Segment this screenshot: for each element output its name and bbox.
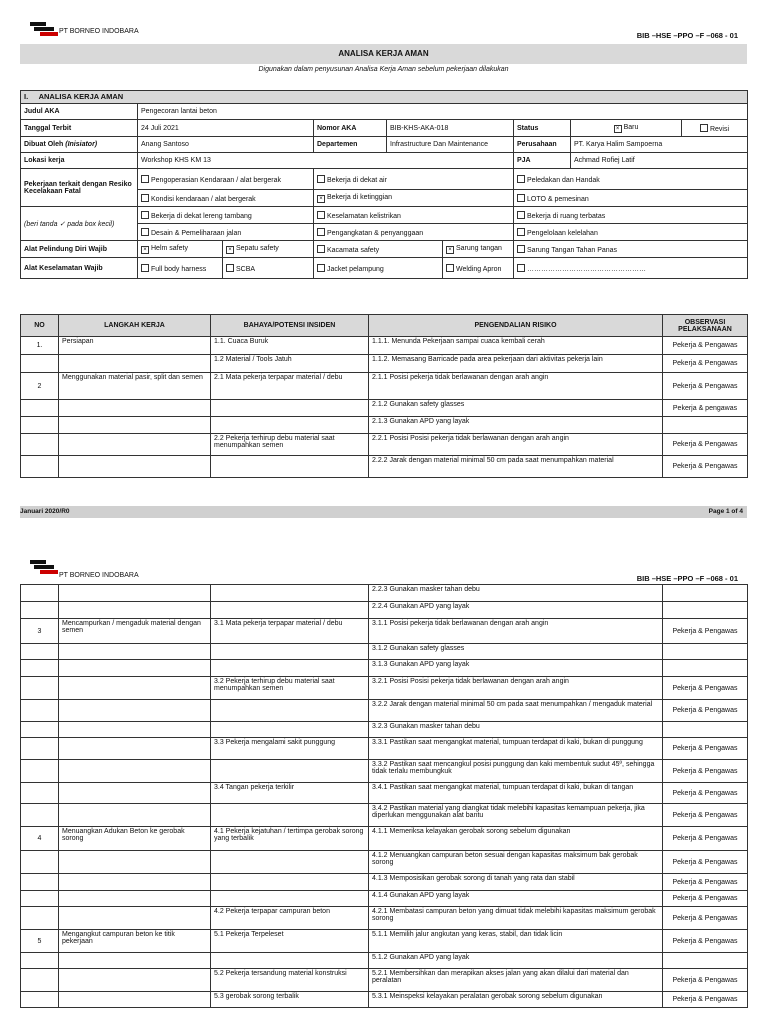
row-pengendalian: 3.3.2 Pastikan saat mencangkul posisi punggung dan kaki membentuk sudut 45º, sehingga tidak terlalu membungkuk [369, 760, 663, 783]
fatal-item[interactable] [514, 224, 748, 241]
row-no [21, 400, 59, 417]
row-langkah [59, 738, 211, 760]
nomor-value: BIB-KHS-AKA-018 [387, 120, 514, 137]
row-observasi [663, 953, 748, 969]
apd-item-label: Helm safety [151, 244, 188, 252]
table-row [21, 677, 748, 700]
row-no [21, 760, 59, 783]
table-row [21, 760, 748, 783]
table-row [21, 644, 748, 660]
aks-item[interactable] [223, 258, 314, 279]
fatal-item[interactable] [514, 169, 748, 190]
row-langkah [59, 602, 211, 619]
apd-label: Alat Pelindung Diri Wajib [21, 241, 138, 258]
row-bahaya [211, 851, 369, 874]
row-observasi: Pekerja & Pengawas [663, 456, 748, 478]
tanggal-value: 24 Juli 2021 [138, 120, 314, 137]
row-pengendalian: 3.1.1 Posisi pekerja tidak berlawanan dengan arah angin [369, 619, 663, 644]
table-row [21, 827, 748, 851]
fatal-item[interactable] [138, 190, 314, 207]
table-row [21, 930, 748, 953]
row-bahaya [211, 585, 369, 602]
dibuat-text: Dibuat Oleh [24, 141, 64, 148]
row-observasi: Pekerja & Pengawas [663, 969, 748, 992]
lokasi-value: Workshop KHS KM 13 [138, 153, 514, 169]
row-bahaya: 3.1 Mata pekerja terpapar material / debu [211, 619, 369, 644]
row-bahaya: 4.2 Pekerja terpapar campuran beton [211, 907, 369, 930]
row-pengendalian: 5.1.2 Gunakan APD yang layak [369, 953, 663, 969]
risk-table-page-1 [20, 314, 748, 478]
row-pengendalian: 2.2.1 Posisi Posisi pekerja tidak berlawanan dengan arah angin [369, 434, 663, 456]
row-pengendalian: 3.2.1 Posisi Posisi pekerja tidak berlawanan dengan arah angin [369, 677, 663, 700]
judul-value: Pengecoran lantai beton [138, 104, 748, 120]
row-pengendalian: 3.1.3 Gunakan APD yang layak [369, 660, 663, 677]
fatal-item-label: Peledakan dan Handak [527, 176, 600, 184]
checkbox-icon [517, 264, 525, 272]
row-observasi [663, 644, 748, 660]
row-no [21, 874, 59, 891]
table-row [21, 969, 748, 992]
document-number: BIB –HSE –PPO –F –068 - 01 [636, 574, 738, 583]
row-bahaya [211, 700, 369, 722]
row-no [21, 891, 59, 907]
row-no [21, 355, 59, 373]
row-no [21, 953, 59, 969]
apd-item[interactable] [314, 241, 443, 258]
row-no [21, 738, 59, 760]
dibuat-value: Anang Santoso [138, 137, 314, 153]
row-no [21, 851, 59, 874]
page-2 [0, 548, 768, 1024]
row-no [21, 434, 59, 456]
checkbox-icon [700, 124, 708, 132]
row-no [21, 907, 59, 930]
fatal-item[interactable] [138, 169, 314, 190]
fatal-item[interactable] [314, 207, 514, 224]
lokasi-label: Lokasi kerja [21, 153, 138, 169]
company-logo-icon [30, 560, 58, 574]
aks-item[interactable] [314, 258, 443, 279]
checkbox-icon [141, 175, 149, 183]
perusahaan-value: PT. Karya Halim Sampoerna [571, 137, 748, 153]
aks-item-label: SCBA [236, 265, 256, 273]
departemen-value: Infrastructure Dan Maintenance [387, 137, 514, 153]
row-langkah: Mengangkut campuran beton ke titik pekerjaan [59, 930, 211, 953]
row-bahaya [211, 456, 369, 478]
row-bahaya [211, 953, 369, 969]
table-row [21, 783, 748, 804]
row-no [21, 700, 59, 722]
aks-item-label: …………………………………………… [527, 265, 646, 273]
row-langkah [59, 907, 211, 930]
row-no [21, 660, 59, 677]
row-bahaya: 2.2 Pekerja terhirup debu material saat menumpahkan semen [211, 434, 369, 456]
fatal-item[interactable] [314, 169, 514, 190]
fatal-item-label: Bekerja di dekat air [327, 176, 387, 184]
checkbox-icon [517, 245, 525, 253]
row-observasi: Pekerja & Pengawas [663, 891, 748, 907]
row-observasi [663, 585, 748, 602]
row-langkah [59, 760, 211, 783]
row-bahaya [211, 804, 369, 827]
row-langkah [59, 677, 211, 700]
apd-item-label: Sarung Tangan Tahan Panas [527, 246, 618, 254]
row-bahaya: 5.2 Pekerja tersandung material konstruksi [211, 969, 369, 992]
row-bahaya [211, 400, 369, 417]
checkbox-icon [517, 211, 525, 219]
row-pengendalian: 2.2.2 Jarak dengan material minimal 50 cm pada saat menumpahkan material [369, 456, 663, 478]
row-observasi: Pekerja & Pengawas [663, 337, 748, 355]
col-observasi: OBSERVASI PELAKSANAAN [663, 315, 748, 337]
row-observasi: Pekerja & Pengawas [663, 874, 748, 891]
checkbox-icon [141, 228, 149, 236]
table-row [21, 417, 748, 434]
row-pengendalian: 5.1.1 Memilih jalur angkutan yang keras, stabil, dan tidak licin [369, 930, 663, 953]
footer-page: Page 1 of 4 [708, 508, 743, 515]
row-bahaya: 3.2 Pekerja terhirup debu material saat menumpahkan semen [211, 677, 369, 700]
apd-item[interactable] [223, 241, 314, 258]
baru-label: Baru [623, 123, 639, 131]
checkbox-icon [446, 264, 454, 272]
row-pengendalian: 4.1.3 Memposisikan gerobak sorong di tanah yang rata dan stabil [369, 874, 663, 891]
row-no [21, 602, 59, 619]
checkbox-icon [141, 211, 149, 219]
row-observasi: Pekerja & Pengawas [663, 760, 748, 783]
company-name: PT BORNEO INDOBARA [59, 28, 139, 35]
table-row [21, 738, 748, 760]
row-bahaya: 1.1. Cuaca Buruk [211, 337, 369, 355]
table-row [21, 874, 748, 891]
table-row [21, 400, 748, 417]
fatal-item-label: Bekerja di ruang terbatas [527, 212, 606, 220]
table-row [21, 700, 748, 722]
col-langkah: LANGKAH KERJA [59, 315, 211, 337]
aks-item[interactable] [514, 258, 748, 279]
row-pengendalian: 2.1.2 Gunakan safety glasses [369, 400, 663, 417]
row-bahaya [211, 660, 369, 677]
aks-item-label: Welding Apron [456, 265, 502, 273]
row-langkah [59, 992, 211, 1008]
row-no [21, 722, 59, 738]
fatal-item-label: LOTO & pemesinan [527, 195, 589, 203]
apd-item-label: Kacamata safety [327, 246, 380, 254]
table-row [21, 953, 748, 969]
table-row [21, 602, 748, 619]
row-no: 5 [21, 930, 59, 953]
apd-item[interactable] [138, 241, 223, 258]
status-revisi[interactable] [682, 120, 748, 137]
row-langkah: Mencampurkan / mengaduk material dengan semen [59, 619, 211, 644]
table-row [21, 722, 748, 738]
row-pengendalian: 2.2.4 Gunakan APD yang layak [369, 602, 663, 619]
row-langkah [59, 400, 211, 417]
judul-label: Judul AKA [21, 104, 138, 120]
row-observasi: Pekerja & Pengawas [663, 992, 748, 1008]
row-no [21, 585, 59, 602]
table-row [21, 585, 748, 602]
row-langkah: Menggunakan material pasir, split dan semen [59, 373, 211, 400]
company-name: PT BORNEO INDOBARA [59, 572, 139, 579]
row-pengendalian: 1.1.1. Menunda Pekerjaan sampai cuaca kembali cerah [369, 337, 663, 355]
aks-item-label: Full body harness [151, 265, 207, 273]
row-pengendalian: 4.1.1 Memeriksa kelayakan gerobak sorong sebelum digunakan [369, 827, 663, 851]
row-bahaya [211, 874, 369, 891]
row-langkah [59, 417, 211, 434]
row-no [21, 677, 59, 700]
row-pengendalian: 2.1.3 Gunakan APD yang layak [369, 417, 663, 434]
row-observasi: Pekerja & Pengawas [663, 783, 748, 804]
aks-item[interactable] [443, 258, 514, 279]
row-pengendalian: 5.3.1 Meinspeksi kelayakan peralatan gerobak sorong sebelum digunakan [369, 992, 663, 1008]
table-row [21, 434, 748, 456]
row-bahaya [211, 644, 369, 660]
table-row [21, 619, 748, 644]
row-no: 4 [21, 827, 59, 851]
row-no [21, 456, 59, 478]
checkbox-icon [317, 175, 325, 183]
risk-table-page-2 [20, 584, 748, 1008]
checked-box-icon: × [317, 195, 325, 203]
row-no: 2 [21, 373, 59, 400]
row-pengendalian: 2.1.1 Posisi pekerja tidak berlawanan dengan arah angin [369, 373, 663, 400]
checkbox-icon [317, 245, 325, 253]
fatal-item[interactable] [138, 224, 314, 241]
row-langkah [59, 969, 211, 992]
row-observasi: Pekerja & Pengawas [663, 930, 748, 953]
row-pengendalian: 1.1.2. Memasang Barricade pada area pekerjaan dari aktivitas pekerja lain [369, 355, 663, 373]
row-langkah [59, 355, 211, 373]
row-bahaya: 4.1 Pekerja kejatuhan / tertimpa gerobak sorong yang terbalik [211, 827, 369, 851]
row-observasi [663, 660, 748, 677]
row-no [21, 969, 59, 992]
row-pengendalian: 4.1.4 Gunakan APD yang layak [369, 891, 663, 907]
row-observasi: Pekerja & Pengawas [663, 700, 748, 722]
row-pengendalian: 2.2.3 Gunakan masker tahan debu [369, 585, 663, 602]
fatal-item[interactable] [514, 190, 748, 207]
row-no [21, 644, 59, 660]
fatal-note: (beri tanda ✓ pada box kecil) [21, 207, 138, 241]
row-observasi: Pekerja & Pengawas [663, 827, 748, 851]
row-bahaya [211, 417, 369, 434]
fatal-item[interactable] [314, 190, 514, 207]
document-number: BIB –HSE –PPO –F –068 - 01 [636, 31, 738, 40]
row-pengendalian: 3.4.2 Pastikan material yang diangkat tidak melebihi kapasitas kemampuan pekerja, jika diperlukan menggunakan alat bantu [369, 804, 663, 827]
row-langkah [59, 804, 211, 827]
row-observasi: Pekerja & Pengawas [663, 373, 748, 400]
row-no [21, 804, 59, 827]
checkbox-icon [226, 264, 234, 272]
row-langkah [59, 783, 211, 804]
fatal-item[interactable] [514, 207, 748, 224]
row-observasi: Pekerja & Pengawas [663, 677, 748, 700]
table-row [21, 907, 748, 930]
fatal-item-label: Kondisi kendaraan / alat bergerak [151, 195, 256, 203]
row-observasi: Pekerja & Pengawas [663, 434, 748, 456]
row-langkah: Menuangkan Adukan Beton ke gerobak sorong [59, 827, 211, 851]
info-table [20, 90, 748, 279]
table-row [21, 992, 748, 1008]
checkbox-icon [317, 264, 325, 272]
row-no: 3 [21, 619, 59, 644]
revisi-label: Revisi [709, 125, 730, 133]
departemen-label: Departemen [314, 137, 387, 153]
row-observasi [663, 602, 748, 619]
row-observasi: Pekerja & pengawas [663, 400, 748, 417]
table-row [21, 337, 748, 355]
fatal-item-label: Pengoperasian Kendaraan / alat bergerak [151, 176, 281, 184]
aks-label: Alat Keselamatan Wajib [21, 258, 138, 279]
row-bahaya [211, 760, 369, 783]
row-pengendalian: 3.3.1 Pastikan saat mengangkat material, tumpuan terdapat di kaki, bukan di punggung [369, 738, 663, 760]
pja-value: Achmad Rofiej Latif [571, 153, 748, 169]
dibuat-label [21, 137, 138, 153]
col-bahaya: BAHAYA/POTENSI INSIDEN [211, 315, 369, 337]
row-langkah [59, 585, 211, 602]
perusahaan-label: Perusahaan [514, 137, 571, 153]
fatal-item-label: Bekerja di ketinggian [327, 193, 392, 201]
col-no: NO [21, 315, 59, 337]
row-langkah [59, 953, 211, 969]
row-langkah [59, 874, 211, 891]
section-label: ANALISA KERJA AMAN [38, 92, 124, 101]
status-label: Status [514, 120, 571, 137]
row-bahaya: 5.3 gerobak sorong terbalik [211, 992, 369, 1008]
row-pengendalian: 3.2.3 Gunakan masker tahan debu [369, 722, 663, 738]
col-pengendalian: PENGENDALIAN RISIKO [369, 315, 663, 337]
checked-box-icon: × [141, 246, 149, 254]
row-observasi: Pekerja & Pengawas [663, 907, 748, 930]
fatal-label: Pekerjaan terkait dengan Resiko Kecelakaan Fatal [21, 169, 138, 207]
apd-item-label: Sarung tangan [456, 244, 502, 252]
table-row [21, 373, 748, 400]
checkbox-icon [141, 194, 149, 202]
checkbox-icon [517, 194, 525, 202]
table-row [21, 456, 748, 478]
row-langkah [59, 700, 211, 722]
row-langkah [59, 891, 211, 907]
row-pengendalian: 3.1.2 Gunakan safety glasses [369, 644, 663, 660]
row-observasi [663, 722, 748, 738]
aks-item[interactable] [138, 258, 223, 279]
table-row [21, 660, 748, 677]
row-no [21, 992, 59, 1008]
apd-item[interactable] [443, 241, 514, 258]
row-no: 1. [21, 337, 59, 355]
row-langkah [59, 434, 211, 456]
row-pengendalian: 3.4.1 Pastikan saat mengangkat material, tumpuan terdapat di kaki, bukan di tangan [369, 783, 663, 804]
checked-box-icon: × [226, 246, 234, 254]
row-langkah [59, 456, 211, 478]
fatal-item-label: Pengangkatan & penyanggaan [327, 229, 424, 237]
row-observasi: Pekerja & Pengawas [663, 738, 748, 760]
row-bahaya: 2.1 Mata pekerja terpapar material / debu [211, 373, 369, 400]
row-observasi: Pekerja & Pengawas [663, 619, 748, 644]
row-bahaya: 3.3 Pekerja mengalami sakit punggung [211, 738, 369, 760]
checked-box-icon: × [446, 246, 454, 254]
row-pengendalian: 4.2.1 Membatasi campuran beton yang dimuat tidak melebihi kapasitas maksimum gerobak sorong [369, 907, 663, 930]
row-bahaya [211, 891, 369, 907]
row-pengendalian: 3.2.2 Jarak dengan material minimal 50 cm pada saat menumpahkan / mengaduk material [369, 700, 663, 722]
fatal-item-label: Pengelolaan kelelahan [527, 229, 598, 237]
row-bahaya: 3.4 Tangan pekerja terkilir [211, 783, 369, 804]
tanggal-label: Tanggal Terbit [21, 120, 138, 137]
row-langkah: Persiapan [59, 337, 211, 355]
row-no [21, 417, 59, 434]
table-row [21, 355, 748, 373]
apd-item-label: Sepatu safety [236, 244, 279, 252]
table-row [21, 851, 748, 874]
row-observasi: Pekerja & Pengawas [663, 804, 748, 827]
fatal-item-label: Bekerja di dekat lereng tambang [151, 212, 252, 220]
row-no [21, 783, 59, 804]
nomor-label: Nomor AKA [314, 120, 387, 137]
status-baru[interactable] [571, 120, 682, 137]
section-number: I. [24, 92, 29, 101]
checkbox-icon [141, 264, 149, 272]
form-subtitle: Digunakan dalam penyusunan Analisa Kerja Aman sebelum pekerjaan dilakukan [258, 66, 509, 73]
checked-box-icon: × [614, 125, 622, 133]
company-logo-icon [30, 22, 58, 36]
table-row [21, 891, 748, 907]
fatal-item[interactable] [138, 207, 314, 224]
inisiator-text: (Inisiator) [65, 141, 98, 148]
form-title: ANALISA KERJA AMAN [20, 44, 747, 64]
checkbox-icon [317, 228, 325, 236]
checkbox-icon [317, 211, 325, 219]
aks-item-label: Jacket pelampung [327, 265, 384, 273]
fatal-item-label: Desain & Pemeliharaan jalan [151, 229, 242, 237]
row-bahaya: 1.2 Material / Tools Jatuh [211, 355, 369, 373]
section-header [21, 91, 748, 104]
pja-label: PJA [514, 153, 571, 169]
row-observasi [663, 417, 748, 434]
row-langkah [59, 644, 211, 660]
row-bahaya [211, 602, 369, 619]
row-bahaya: 5.1 Pekerja Terpeleset [211, 930, 369, 953]
row-pengendalian: 4.1.2 Menuangkan campuran beton sesuai dengan kapasitas maksimum bak gerobak sorong [369, 851, 663, 874]
fatal-item-label: Keselamatan kelistrikan [327, 212, 401, 220]
row-langkah [59, 851, 211, 874]
row-langkah [59, 722, 211, 738]
row-pengendalian: 5.2.1 Membersihkan dan merapikan akses jalan yang akan dilalui dari material dan peralatan [369, 969, 663, 992]
footer-bar [20, 506, 747, 518]
checkbox-icon [517, 175, 525, 183]
apd-item[interactable] [514, 241, 748, 258]
row-observasi: Pekerja & Pengawas [663, 851, 748, 874]
table-row [21, 804, 748, 827]
row-observasi: Pekerja & Pengawas [663, 355, 748, 373]
fatal-item[interactable] [314, 224, 514, 241]
row-bahaya [211, 722, 369, 738]
footer-revision: Januari 2020/R0 [20, 508, 70, 515]
checkbox-icon [517, 228, 525, 236]
row-langkah [59, 660, 211, 677]
